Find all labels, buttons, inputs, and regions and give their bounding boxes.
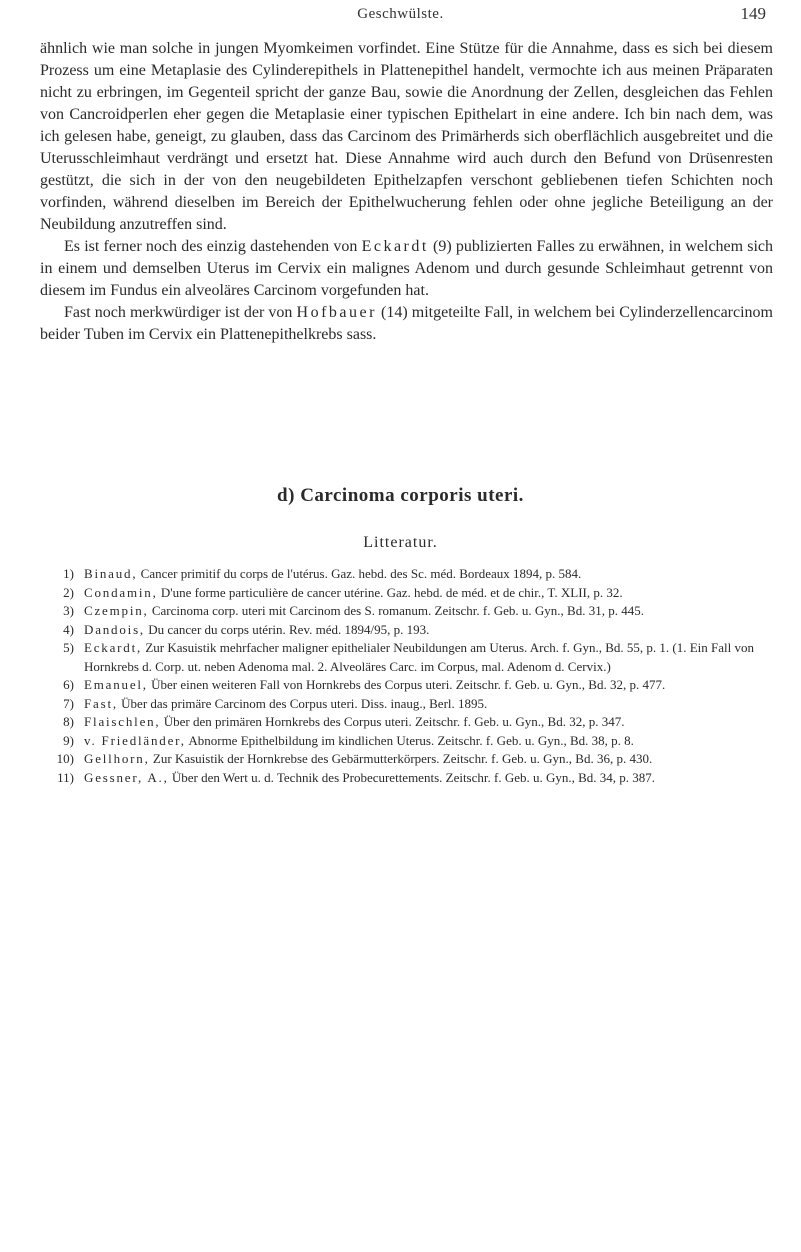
literature-heading: Litteratur.	[363, 534, 438, 551]
author-eckardt: Eckardt	[361, 238, 429, 255]
paragraph-2-text-a: Es ist ferner noch des einzig dastehenden von	[64, 238, 362, 255]
paragraph-3-text-a: Fast noch merkwürdiger ist der von	[64, 304, 297, 321]
reference-item: 5) Eckardt, Zur Kasuistik mehrfacher maligner epithelialer Neubildungen am Uterus. Arch. f. Gyn., Bd. 55, p. 1. (1. Ein Fall von Hornkrebs d. Corp. ut. neben Adenoma mal. 2. Alveoläres Carc. im Corpus, mal. Adenom d. Cervix.)	[63, 640, 755, 674]
reference-item: 1) Binaud, Cancer primitif du corps de l'utérus. Gaz. hebd. des Sc. méd. Bordeaux 1894, p. 584.	[63, 566, 582, 581]
reference-item: 3) Czempin, Carcinoma corp. uteri mit Carcinom des S. romanum. Zeitschr. f. Geb. u. Gyn., Bd. 31, p. 445.	[63, 603, 644, 618]
reference-list	[40, 565, 773, 787]
page-header	[0, 0, 801, 40]
reference-item: 8) Flaischlen, Über den primären Hornkrebs des Corpus uteri. Zeitschr. f. Geb. u. Gyn., Bd. 32, p. 347.	[63, 714, 625, 729]
paragraph-1: ähnlich wie man solche in jungen Myomkeimen vorfindet. Eine Stütze für die Annahme, dass es sich bei diesem Prozess um eine Metaplasie des Cylinderepithels in Plattenepithel handelt, vermochte ich aus meinen Präparaten nicht zu erbringen, im Gegenteil spricht der ganze Bau, sowie die Anordnung der Zellen, desgleichen das Fehlen von Cancroidperlen eher gegen die Metaplasie einer typischen Epithelart in eine andere. Ich bin nach dem, was ich gelesen habe, geneigt, zu glauben, dass das Carcinom des Primärherds sich oberflächlich ausgebreitet und die Uterusschleimhaut verdrängt und ersetzt hat. Diese Annahme wird auch durch den Befund von Drüsenresten gestützt, die sich in der von den neugebildeten Epithelzapfen verschont gebliebenen tiefen Schichten noch vorfinden, während dieselben im Bereich der Epithelwucherung fehlen oder ohne jegliche Beteiligung an der Neubildung anzutreffen sind.	[40, 40, 773, 233]
running-title: Geschwülste.	[357, 6, 444, 22]
paragraph-2	[40, 236, 773, 302]
reference-item: 6) Emanuel, Über einen weiteren Fall von Hornkrebs des Corpus uteri. Zeitschr. f. Geb. u. Gyn., Bd. 32, p. 477.	[63, 677, 666, 692]
reference-item: 2) Condamin, D'une forme particulière de cancer utérine. Gaz. hebd. de méd. et de chir., T. XLII, p. 32.	[63, 584, 623, 600]
reference-item: 11) Gessner, A., Über den Wert u. d. Technik des Probecurettements. Zeitschr. f. Geb. u. Gyn., Bd. 34, p. 387.	[57, 769, 656, 785]
paragraph-2-text-b: (9) publizierten Falles zu erwähnen, in welchem sich in einem und demselben Uterus im Cervix ein malignes Adenom und durch gesunde Schleimhaut getrennt von diesem im Fundus ein alveoläres Carcinom vorgefunden hat.	[40, 238, 774, 299]
reference-item: 10) Gellhorn, Zur Kasuistik der Hornkrebse des Gebärmutterkörpers. Zeitschr. f. Geb. u. Gyn., Bd. 36, p. 430.	[56, 751, 653, 766]
reference-item: 7) Fast, Über das primäre Carcinom des Corpus uteri. Diss. inaug., Berl. 1895.	[63, 695, 488, 711]
section-heading: d) Carcinoma corporis uteri.	[277, 485, 524, 506]
page-number: 149	[740, 4, 766, 23]
paragraph-3	[40, 302, 773, 346]
paragraph-3-text-b: (14) mitgeteilte Fall, in welchem bei Cylinderzellencarcinom beider Tuben im Cervix ein Plattenepithelkrebs sass.	[40, 304, 774, 343]
reference-item: 9) v. Friedländer, Abnorme Epithelbildung im kindlichen Uterus. Zeitschr. f. Geb. u. Gyn., Bd. 38, p. 8.	[63, 732, 634, 748]
author-hofbauer: Hofbauer	[296, 304, 377, 321]
body-text	[40, 38, 773, 346]
reference-item: 4) Dandois, Du cancer du corps utérin. Rev. méd. 1894/95, p. 193.	[63, 621, 430, 637]
